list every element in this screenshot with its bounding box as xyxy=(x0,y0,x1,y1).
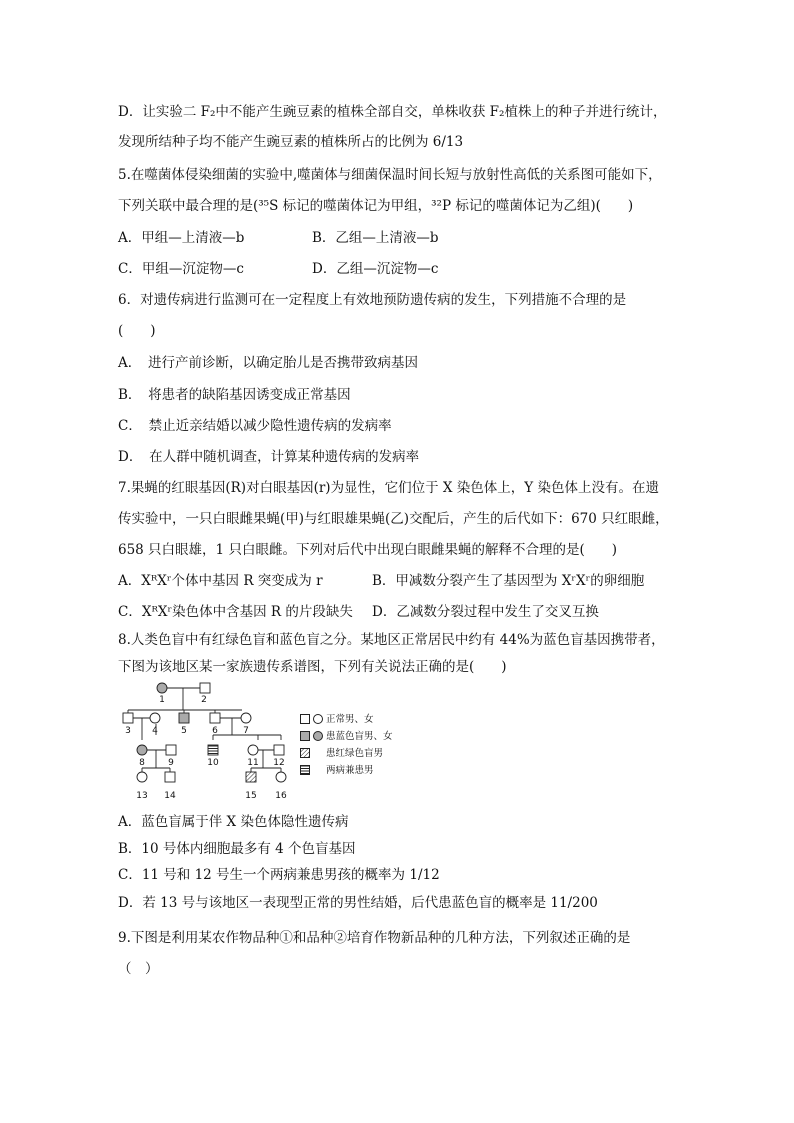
both-diseases-male-icon xyxy=(300,765,312,776)
pedigree-individual-6 xyxy=(210,713,220,723)
pedigree-number: 8 xyxy=(139,758,145,768)
q7-stem-line3: 658 只白眼雄，1 只白眼雌。下列对后代中出现白眼雌果蝇的解释不合理的是( ) xyxy=(118,542,617,558)
q8-stem-line1: 8.人类色盲中有红绿色盲和蓝色盲之分。某地区正常居民中约有 44%为蓝色盲基因携带者， xyxy=(118,632,665,648)
pedigree-individual-7 xyxy=(241,713,251,723)
pedigree-individual-10 xyxy=(208,745,218,755)
q5-stem-line1: 5.在噬菌体侵染细菌的实验中,噬菌体与细菌保温时间长短与放射性高低的关系图可能如下， xyxy=(118,167,662,183)
q4-option-d-line2: 发现所结种子均不能产生豌豆素的植株所占的比例为 6/13 xyxy=(118,134,464,150)
q6-stem-line1: 6．对遗传病进行监测可在一定程度上有效地预防遗传病的发生，下列措施不合理的是 xyxy=(118,292,627,308)
pedigree-individual-5 xyxy=(179,713,189,723)
pedigree-number: 13 xyxy=(136,791,148,801)
pedigree-individual-15 xyxy=(246,772,256,782)
pedigree-individual-3 xyxy=(123,713,133,723)
q5-option-a: A．甲组—上清液—b xyxy=(118,230,245,246)
legend-red-green-blind xyxy=(300,745,383,759)
legend-label: 患红绿色盲男 xyxy=(326,748,384,759)
pedigree-number: 11 xyxy=(247,758,259,768)
q8-option-c: C．11 号和 12 号生一个两病兼患男孩的概率为 1/12 xyxy=(118,867,440,883)
q4-option-d-line1: D．让实验二 F₂中不能产生豌豆素的植株全部自交，单株收获 F₂植株上的种子并进行统计， xyxy=(118,104,667,120)
pedigree-number: 2 xyxy=(201,695,207,705)
pedigree-individual-11 xyxy=(248,745,258,755)
q8-option-d: D．若 13 号与该地区一表现型正常的男性结婚，后代患蓝色盲的概率是 11/200 xyxy=(118,895,598,911)
q8-option-a: A．蓝色盲属于伴 X 染色体隐性遗传病 xyxy=(118,814,349,830)
pedigree-number: 6 xyxy=(212,726,218,736)
red-green-blind-male-icon xyxy=(300,748,312,759)
legend-both-diseases xyxy=(300,762,374,776)
legend-normal xyxy=(300,711,374,725)
pedigree-number: 4 xyxy=(152,726,158,736)
q6-option-a: A． 进行产前诊断，以确定胎儿是否携带致病基因 xyxy=(118,355,418,371)
q6-option-c: C． 禁止近亲结婚以减少隐性遗传病的发病率 xyxy=(118,418,392,434)
pedigree-number: 7 xyxy=(243,726,249,736)
q5-option-b: B．乙组—上清液—b xyxy=(312,230,439,246)
pedigree-individual-13 xyxy=(137,772,147,782)
pedigree-number: 1 xyxy=(159,695,165,705)
pedigree-individual-16 xyxy=(276,772,286,782)
pedigree-number: 16 xyxy=(275,791,287,801)
q5-stem-line2: 下列关联中最合理的是(³⁵S 标记的噬菌体记为甲组，³²P 标记的噬菌体记为乙组)( ) xyxy=(118,198,634,214)
legend-label: 正常男、女 xyxy=(326,714,374,725)
q9-stem-line2: （ ） xyxy=(118,961,159,977)
q6-stem-line2: ( ) xyxy=(118,323,156,339)
q5-option-c: C．甲组—沉淀物—c xyxy=(118,261,244,277)
normal-male-female-icon xyxy=(300,714,324,725)
q7-stem-line2: 传实验中，一只白眼雌果蝇(甲)与红眼雄果蝇(乙)交配后，产生的后代如下：670 只红眼雌， xyxy=(118,511,669,527)
pedigree-individual-1 xyxy=(157,683,167,693)
q5-option-d: D．乙组—沉淀物—c xyxy=(312,261,439,277)
q7-option-b: B．甲减数分裂产生了基因型为 XʳXʳ的卵细胞 xyxy=(372,573,645,589)
q6-option-b: B． 将患者的缺陷基因诱变成正常基因 xyxy=(118,387,351,403)
q7-stem-line1: 7.果蝇的红眼基因(R)对白眼基因(r)为显性，它们位于 X 染色体上，Y 染色体上没有。在遗 xyxy=(118,480,659,496)
q6-option-d: D． 在人群中随机调查，计算某种遗传病的发病率 xyxy=(118,449,420,465)
q9-stem-line1: 9.下图是利用某农作物品种①和品种②培育作物新品种的几种方法，下列叙述正确的是 xyxy=(118,930,631,946)
q7-option-c: C．XᴿXʳ染色体中含基因 R 的片段缺失 xyxy=(118,604,353,620)
blue-blind-male-female-icon xyxy=(300,731,324,742)
pedigree-individual-12 xyxy=(274,745,284,755)
pedigree-individual-8 xyxy=(137,745,147,755)
legend-label: 患蓝色盲男、女 xyxy=(326,731,393,742)
legend-label: 两病兼患男 xyxy=(326,765,374,776)
pedigree-individual-14 xyxy=(165,772,175,782)
q8-stem-line2: 下图为该地区某一家族遗传系谱图，下列有关说法正确的是( ) xyxy=(118,659,507,675)
pedigree-number: 15 xyxy=(245,791,257,801)
q7-option-d: D．乙减数分裂过程中发生了交叉互换 xyxy=(372,604,599,620)
pedigree-individual-9 xyxy=(166,745,176,755)
pedigree-individual-4 xyxy=(150,713,160,723)
pedigree-number: 9 xyxy=(168,758,174,768)
pedigree-number: 10 xyxy=(207,758,219,768)
pedigree-number: 5 xyxy=(181,726,187,736)
legend-blue-blind xyxy=(300,728,393,742)
q8-option-b: B．10 号体内细胞最多有 4 个色盲基因 xyxy=(118,841,356,857)
pedigree-individual-2 xyxy=(200,683,210,693)
q7-option-a: A．XᴿXʳ个体中基因 R 突变成为 r xyxy=(118,573,323,589)
pedigree-number: 3 xyxy=(125,726,131,736)
pedigree-number: 14 xyxy=(164,791,176,801)
pedigree-number: 12 xyxy=(273,758,285,768)
pedigree-chart xyxy=(118,680,298,805)
